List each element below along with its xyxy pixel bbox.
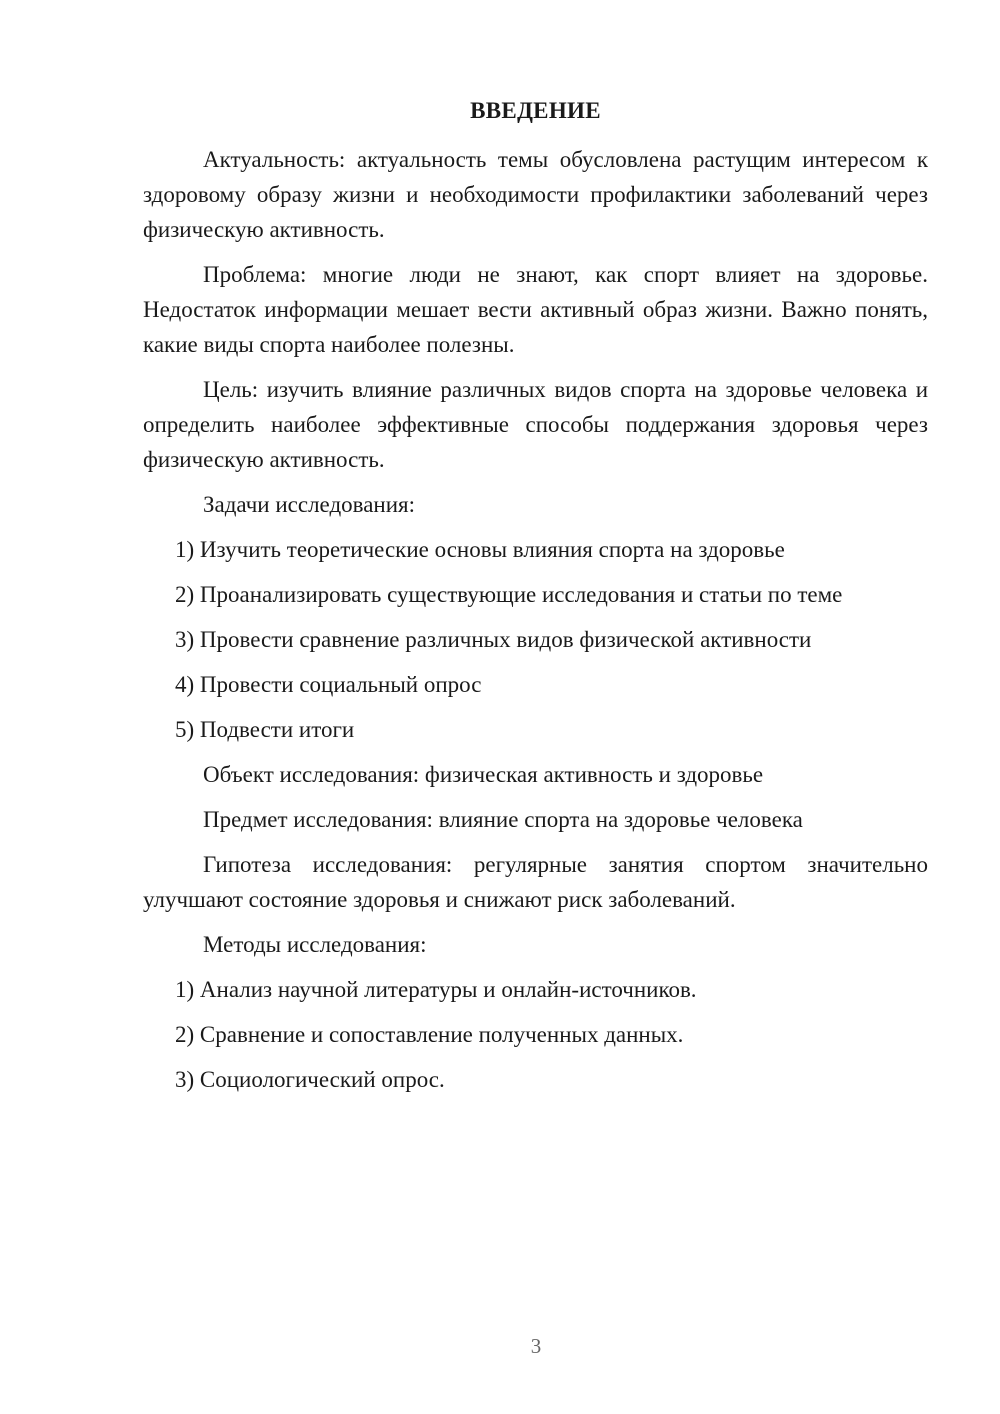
section-heading: ВВЕДЕНИЕ bbox=[470, 98, 601, 123]
subject-line: Предмет исследования: влияние спорта на здоровье человека bbox=[203, 807, 803, 832]
task-item: 4) Провести социальный опрос bbox=[175, 672, 482, 697]
tasks-label: Задачи исследования: bbox=[203, 492, 416, 517]
method-item: 2) Сравнение и сопоставление полученных данных. bbox=[175, 1022, 684, 1047]
method-item: 3) Социологический опрос. bbox=[175, 1067, 445, 1092]
method-item: 1) Анализ научной литературы и онлайн-источников. bbox=[175, 977, 697, 1002]
task-item: 3) Провести сравнение различных видов физической активности bbox=[175, 627, 812, 652]
relevance-paragraph: Актуальность: актуальность темы обусловлена растущим интересом к здоровому образу жизни и необходимости профилактики заболеваний через физическую активность. bbox=[143, 147, 928, 242]
task-item: 1) Изучить теоретические основы влияния спорта на здоровье bbox=[175, 537, 785, 562]
object-line: Объект исследования: физическая активность и здоровье bbox=[203, 762, 764, 787]
hypothesis-paragraph: Гипотеза исследования: регулярные занятия спортом значительно улучшают состояние здоровья и снижают риск заболеваний. bbox=[143, 852, 928, 912]
methods-label: Методы исследования: bbox=[203, 932, 427, 957]
goal-paragraph: Цель: изучить влияние различных видов спорта на здоровье человека и определить наиболее эффективные способы поддержания здоровья через физическую активность. bbox=[143, 377, 928, 472]
task-item: 5) Подвести итоги bbox=[175, 717, 355, 742]
page-content bbox=[143, 96, 928, 1107]
page-number: 3 bbox=[530, 1334, 542, 1358]
problem-paragraph: Проблема: многие люди не знают, как спорт влияет на здоровье. Недостаток информации мешает вести активный образ жизни. Важно понять, какие виды спорта наиболее полезны. bbox=[143, 262, 928, 357]
task-item: 2) Проанализировать существующие исследования и статьи по теме bbox=[175, 582, 843, 607]
